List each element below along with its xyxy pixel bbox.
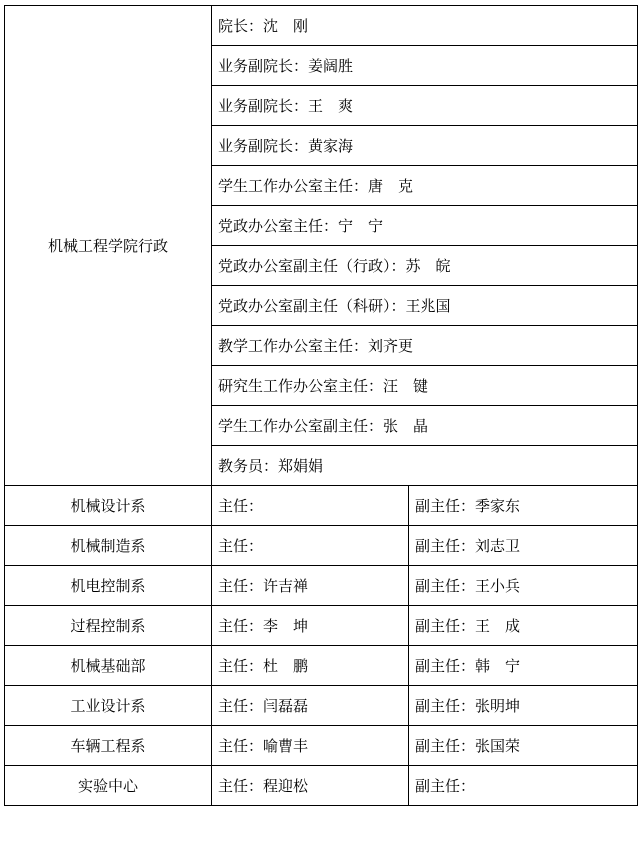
department-name-cell: 实验中心 (5, 766, 212, 806)
department-name-cell: 机械设计系 (5, 486, 212, 526)
table-row (5, 606, 638, 646)
department-name-cell: 过程控制系 (5, 606, 212, 646)
admin-position-cell: 教学工作办公室主任：刘齐更 (212, 326, 638, 366)
department-name-cell: 车辆工程系 (5, 726, 212, 766)
table-row (5, 646, 638, 686)
admin-position-cell: 业务副院长：姜阔胜 (212, 46, 638, 86)
director-cell: 主任：李 坤 (212, 606, 409, 646)
deputy-director-cell: 副主任：刘志卫 (409, 526, 638, 566)
department-name-cell: 机械制造系 (5, 526, 212, 566)
table-row (5, 686, 638, 726)
table-row (5, 526, 638, 566)
deputy-director-cell: 副主任：王 成 (409, 606, 638, 646)
admin-position-cell: 业务副院长：王 爽 (212, 86, 638, 126)
director-cell: 主任：杜 鹏 (212, 646, 409, 686)
director-cell: 主任：程迎松 (212, 766, 409, 806)
deputy-director-cell: 副主任： (409, 766, 638, 806)
director-cell: 主任： (212, 486, 409, 526)
table-row (5, 6, 638, 46)
admin-position-cell: 党政办公室主任：宁 宁 (212, 206, 638, 246)
admin-position-cell: 研究生工作办公室主任：汪 键 (212, 366, 638, 406)
table-row (5, 766, 638, 806)
table-row (5, 486, 638, 526)
deputy-director-cell: 副主任：季家东 (409, 486, 638, 526)
admin-position-cell: 党政办公室副主任（科研）：王兆国 (212, 286, 638, 326)
staff-directory-table (4, 5, 638, 806)
department-name-cell: 机电控制系 (5, 566, 212, 606)
department-name-cell: 工业设计系 (5, 686, 212, 726)
deputy-director-cell: 副主任：王小兵 (409, 566, 638, 606)
director-cell: 主任：许吉禅 (212, 566, 409, 606)
deputy-director-cell: 副主任：张国荣 (409, 726, 638, 766)
admin-dept-cell: 机械工程学院行政 (5, 6, 212, 486)
table-row (5, 726, 638, 766)
director-cell: 主任：闫磊磊 (212, 686, 409, 726)
deputy-director-cell: 副主任：韩 宁 (409, 646, 638, 686)
admin-position-cell: 教务员：郑娟娟 (212, 446, 638, 486)
director-cell: 主任：喻曹丰 (212, 726, 409, 766)
department-name-cell: 机械基础部 (5, 646, 212, 686)
admin-position-cell: 学生工作办公室副主任：张 晶 (212, 406, 638, 446)
admin-position-cell: 业务副院长：黄家海 (212, 126, 638, 166)
admin-position-cell: 院长：沈 刚 (212, 6, 638, 46)
admin-position-cell: 党政办公室副主任（行政）：苏 皖 (212, 246, 638, 286)
deputy-director-cell: 副主任：张明坤 (409, 686, 638, 726)
table-row (5, 566, 638, 606)
director-cell: 主任： (212, 526, 409, 566)
admin-position-cell: 学生工作办公室主任：唐 克 (212, 166, 638, 206)
